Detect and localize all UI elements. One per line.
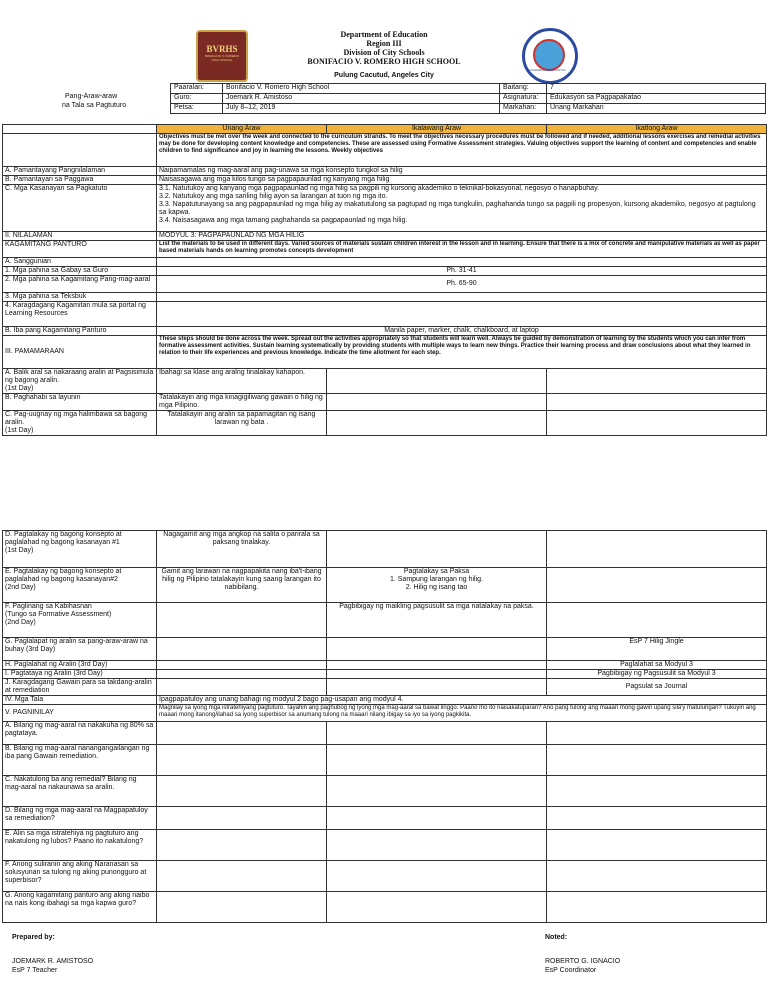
step-label: I. Pagtataya ng Aralin (3rd Day) [5, 670, 103, 677]
prepared-by-label: Prepared by: [12, 934, 55, 941]
row-label: II. NILALAMAN [3, 232, 157, 241]
deped-seal [522, 28, 578, 84]
row-label: 1. Mga pahina sa Gabay sa Guro [3, 267, 157, 276]
row-label: A. Pamantayang Pangnilalaman [3, 167, 157, 176]
info-value: Unang Markahan [547, 104, 766, 114]
row-value [157, 302, 767, 327]
step-day1: Tatalakayin ang aralin sa papamagitan ng isang larawan ng bata . [157, 411, 327, 436]
step-label: A. Balik aral sa nakaraang aralin at Pagsisimula ng bagong aralin. [5, 369, 154, 384]
step-day1 [157, 638, 327, 661]
info-row [171, 94, 766, 104]
step-row [3, 679, 767, 696]
division-name: Division of City Schools [343, 48, 425, 57]
reflection-label: A. Bilang ng mag-aaral na nakakuha ng 80% sa pagtataya. [3, 722, 157, 745]
prepared-name: JOEMARK R. AMISTOSO [12, 958, 94, 965]
step-day1 [157, 679, 327, 696]
step-day3 [547, 411, 767, 436]
step-day2 [327, 369, 547, 394]
row-label: 2. Mga pahina sa Kagamitang Pang-mag-aaral [3, 276, 157, 293]
noted-title: EsP Coordinator [545, 967, 597, 974]
row-label: B. Iba pang Kagamitang Panturo [3, 327, 157, 336]
row-value [157, 293, 767, 302]
deped-seal-text: KAGAWARAN NG EDUKASYON [528, 69, 566, 72]
reflection-row [3, 745, 767, 776]
step-row [3, 670, 767, 679]
school-address: Pulung Cacutud, Angeles City [334, 72, 434, 79]
info-value: July 8–12, 2019 [223, 104, 500, 114]
objectives-intro: Objectives must be met over the week and connected to the curriculum strands. To meet the objectives necessary procedures must be followed and if needed, additional lessons exercises and remedial activities may be done for developing content knowledge and competencies. These are assessed using Formative Assessment strategies. Valuing objectives support the learning of content and competencies and enable children to find significance and joy in learning the lessons. Weekly objectives [157, 134, 767, 167]
step-day3 [547, 603, 767, 638]
step-day: (1st Day) [5, 427, 34, 434]
step-row [3, 661, 767, 670]
step-label: B. Paghahabi sa layunin [5, 394, 81, 401]
row-value: List the materials to be used in different days. Varied sources of materials sustain children interest in the lesson and in learning. Ensure that there is a mix of concrete and manipulative materials as well as paper based materials hands on learning promotes concepts development [157, 241, 767, 258]
info-row [171, 84, 766, 94]
noted-label: Noted: [545, 934, 568, 941]
step-day1 [157, 661, 327, 670]
school-logo-text: BVRHS [206, 44, 238, 54]
step-day2 [327, 661, 547, 670]
row-value: 3.1. Natutukoy ang kanyang mga pagpapaunlad ng mga hilig sa pagpili ng kursong akademiko o teknikal-bokasyonal, negosyo o hanapbuhay. 3.2. Natutukoy ang mga sariling hilig ayon sa larangan at tuon ng mga ito. 3.3. Napatutunayang sa ang pagpapaunlad ng mga hilig ay makatutulong sa pagtupad ng mga tungkulin, paghahanda tungo sa pagpili ng propesyon, kursong akademiko, negosyo at pagtulong sa kapwa. 3.4. Naisasagawa ang mga tamang paghahanda sa pagpapaunlad ng mga hilig. [157, 185, 767, 232]
step-day3: Paglalahat sa Modyul 3 [547, 661, 767, 670]
step-row [3, 638, 767, 661]
row-label: 3. Mga pahina sa Teksbuk [3, 293, 157, 302]
step-day3 [547, 394, 767, 411]
noted-name: ROBERTO G. IGNACIO [545, 958, 621, 965]
step-day: (2nd Day) [5, 619, 36, 626]
reflection-label: G. Anong kagamitang panturo ang aking naibo na nais kong ibahagi sa mga kapwa guro? [3, 892, 157, 923]
step-day3: EsP 7 Hilig Jingle [547, 638, 767, 661]
row-value: Magnilay sa iyong mga istratehiyang pagtuturo. Tayahin ang paghubog ng iyong mga mag-aaral sa bawat linggo. Paano mo ito naisakatuparan? Ano pang tulong ang maaari mong gawin upang sila'y matulungan? Tukuyin ang maaari mong itanong/ilahad sa iyong superbisor sa anumang tulong na maaari nilang ibigay sa iyo sa iyong pagkikita. [157, 705, 767, 722]
reflection-label: F. Anong suliranin ang aking Naranasan sa solusyunan sa tulong ng aking punongguro at superbisor? [3, 861, 157, 892]
row-value: MODYUL 3: PAGPAPAUNLAD NG MGA HILIG [157, 232, 767, 241]
step-row [3, 531, 767, 568]
step-day3 [547, 568, 767, 603]
reflection-label: D. Bilang ng mga mag-aaral na Magpapatuloy sa remediation? [3, 807, 157, 830]
row-label: C. Mga Kasanayan sa Pagkatuto [3, 185, 157, 232]
step-row [3, 568, 767, 603]
row-label: V. PAGNINILAY [3, 705, 157, 722]
step-day2: Pagtalakay sa Paksa 1. Sampung larangan ng hilig. 2. Hilig ng isang tao [327, 568, 547, 603]
region-name: Region III [366, 39, 402, 48]
info-value: Joemark R. Amistoso [223, 94, 500, 104]
step-day2 [327, 394, 547, 411]
row-value: Naipamamalas ng mag-aaral ang pag-unawa sa mga konsepto tungkol sa hilig [157, 167, 767, 176]
reflection-row [3, 722, 767, 745]
step-day2: Pagbibigay ng maikling pagsusulit sa mga natalakay na paksa. [327, 603, 547, 638]
reflection-row [3, 861, 767, 892]
step-label: D. Pagtalakay ng bagong konsepto at paglalahad ng bagong kasanayan #1 [5, 531, 122, 546]
reflection-label: E. Alin sa mga istratehiya ng pagtuturo ang nakatulong ng lubos? Paano ito nakatulong? [3, 830, 157, 861]
day-header: Ikatlong Araw [547, 125, 767, 134]
info-key: Paaralan: [171, 84, 223, 94]
row-label: III. PAMAMARAAN [3, 336, 157, 369]
info-value: Bonifacio V. Romero High School [223, 84, 500, 94]
step-day: (2nd Day) [5, 584, 36, 591]
step-day1: Tatalakayin ang mga kinagigiliwang gawain o hilig ng mga Pilipino. [157, 394, 327, 411]
row-value: These steps should be done across the week. Spread out the activities appropriately so that students will learn well. Always be guided by demonstration of learning by the students which you can infer from formative assessment activities. Sustain learning systematically by providing students with multiple ways to learn new things. Practice their learning process and draw conclusions about what they learned in relation to their life experiences and previous knowledge. Indicate the time allotment for each step. [157, 336, 767, 369]
step-day1: Gamit ang larawan na nagpapakita nang iba't-ibang hilig ng Pilipino tatalakayin kung saang larangan ito nabibilang. [157, 568, 327, 603]
step-label: J. Karagdagang Gawain para sa takdang-aralin at remediation [5, 679, 152, 694]
info-value: Edukasyon sa Pagpapakatao [547, 94, 766, 104]
step-label: H. Paglalahat ng Aralin (3rd Day) [5, 661, 108, 668]
info-key: Baitang: [500, 84, 547, 94]
row-value: Naisasagawa ang mga kilos tungo sa pagpapaunlad ng kanyang mga hilig [157, 176, 767, 185]
row-value: Ph. 65-90 [157, 276, 767, 293]
step-row [3, 369, 767, 394]
row-value: Manila paper, marker, chalk, chalkboard, at laptop [157, 327, 767, 336]
step-day1 [157, 670, 327, 679]
info-key: Markahan: [500, 104, 547, 114]
step-row [3, 603, 767, 638]
step-day3 [547, 369, 767, 394]
log-title-2: na Tala sa Pagtuturo [62, 102, 127, 109]
row-value: Ipagpapatuloy ang unang bahagi ng modyul 2 bago pag-usapan ang modyul 4. [157, 696, 767, 705]
days-header-row [3, 125, 767, 134]
lesson-plan-table-bottom [2, 530, 767, 923]
info-key: Guro: [171, 94, 223, 104]
prepared-title: EsP 7 Teacher [12, 967, 58, 974]
info-table [170, 83, 766, 114]
row-label: A. Sanggunian [3, 258, 157, 267]
step-day3: Pagsulat sa Journal [547, 679, 767, 696]
reflection-row [3, 776, 767, 807]
step-label: F. Paglinang sa Kabihasnan (Tungo sa Formative Assessment) [5, 603, 112, 618]
reflection-label: C. Nakatulong ba ang remedial? Bilang ng mag-aaral na nakaunawa sa aralin. [3, 776, 157, 807]
step-day: (3rd Day) [26, 646, 56, 653]
row-label: IV. Mga Tala [3, 696, 157, 705]
row-label: KAGAMITANG PANTURO [3, 241, 157, 258]
step-row [3, 411, 767, 436]
step-row [3, 394, 767, 411]
info-key: Petsa: [171, 104, 223, 114]
reflection-row [3, 807, 767, 830]
step-day2 [327, 411, 547, 436]
step-day: (1st Day) [5, 385, 34, 392]
step-day2 [327, 670, 547, 679]
reflection-row [3, 830, 767, 861]
day-header: Unang Araw [157, 125, 327, 134]
lesson-plan-table-top [2, 124, 767, 436]
dept-name: Department of Education [340, 30, 428, 39]
day-header: Ikalawang Araw [327, 125, 547, 134]
step-day3 [547, 531, 767, 568]
step-day1: Ibahagi sa klase ang aralng tinalakay kahapon. [157, 369, 327, 394]
info-key: Asignatura: [500, 94, 547, 104]
step-day: (1st Day) [5, 547, 34, 554]
school-name: BONIFACIO V. ROMERO HIGH SCHOOL [307, 57, 461, 66]
info-value: 7 [547, 84, 766, 94]
step-day2 [327, 531, 547, 568]
step-day2 [327, 679, 547, 696]
log-title-1: Pang-Araw-araw [65, 93, 118, 100]
step-day1: Nagagamit ang mga angkop na salita o parirala sa paksang tinalakay. [157, 531, 327, 568]
reflection-label: B. Bilang ng mag-aaral nanangangailangan ng iba pang Gawain remediation. [3, 745, 157, 776]
row-value: Ph. 31-41 [157, 267, 767, 276]
step-label: E. Pagtalakay ng bagong konsepto at paglalahad ng bagong kasanayan#2 [5, 568, 122, 583]
info-row [171, 104, 766, 114]
school-logo [196, 30, 248, 82]
school-logo-subtext: BONIFACIO V. ROMERO HIGH SCHOOL [204, 54, 240, 62]
step-day3: Pagbibigay ng Pagsusulit sa Modyul 3 [547, 670, 767, 679]
row-label: B. Pamantayan sa Paggawa [3, 176, 157, 185]
step-day2 [327, 638, 547, 661]
reflection-row [3, 892, 767, 923]
step-label: G. Paglalapat ng aralin sa pang-araw-araw na buhay [5, 638, 148, 653]
row-label: 4. Karagdagang Kagamitan mula sa portal ng Learning Resources [3, 302, 157, 327]
step-day1 [157, 603, 327, 638]
step-label: C. Pag-uugnay ng mga halimbawa sa bagong aralin. [5, 411, 148, 426]
